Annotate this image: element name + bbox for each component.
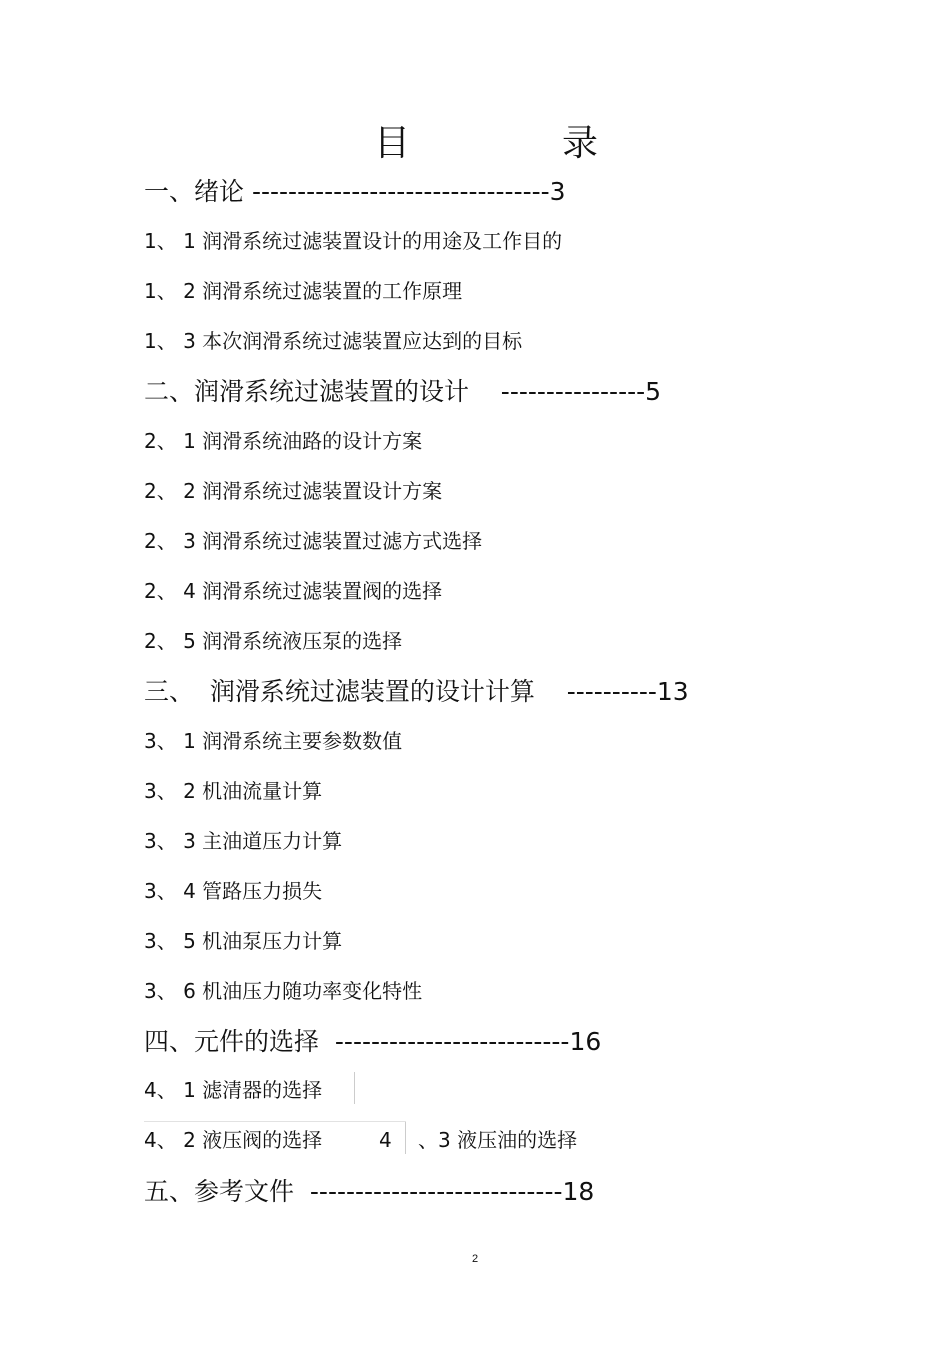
toc-section-1-2[interactable]: 1、 2 润滑系统过滤装置的工作原理	[144, 279, 463, 303]
toc-chapter-4[interactable]	[144, 1026, 601, 1058]
toc-chapter-1[interactable]	[144, 176, 566, 208]
toc-section-2-4[interactable]: 2、 4 润滑系统过滤装置阀的选择	[144, 579, 443, 603]
chapter-label: 五、参考文件	[144, 1177, 295, 1206]
chapter-label: 一、绪论	[144, 177, 245, 206]
leader-dashes: ----------------	[469, 377, 646, 406]
chapter-page-number: 5	[645, 377, 662, 406]
chapter-label: 三、 润滑系统过滤装置的设计计算	[144, 677, 535, 706]
chapter-page-number: 3	[549, 177, 566, 206]
toc-section-1-3[interactable]: 1、 3 本次润滑系统过滤装置应达到的目标	[144, 329, 523, 353]
toc-section-2-5[interactable]: 2、 5 润滑系统液压泵的选择	[144, 629, 403, 653]
table-cell-border	[354, 1072, 355, 1104]
page-number: 2	[471, 1253, 479, 1265]
toc-section-3-5[interactable]: 3、 5 机油泵压力计算	[144, 929, 343, 953]
toc-section-4-1[interactable]: 4、 1 滤清器的选择	[144, 1078, 323, 1102]
toc-section-2-2[interactable]: 2、 2 润滑系统过滤装置设计方案	[144, 479, 443, 503]
table-cell-border	[144, 1121, 406, 1122]
toc-section-3-3[interactable]: 3、 3 主油道压力计算	[144, 829, 343, 853]
chapter-label: 二、润滑系统过滤装置的设计	[144, 377, 470, 406]
toc-chapter-2[interactable]	[144, 376, 661, 408]
toc-section-4-2[interactable]: 4、 2 液压阀的选择	[144, 1128, 323, 1152]
toc-title-char-2: 录	[562, 123, 599, 164]
chapter-page-number: 13	[656, 677, 689, 706]
chapter-page-number: 16	[569, 1027, 602, 1056]
toc-section-3-6[interactable]: 3、 6 机油压力随功率变化特性	[144, 979, 423, 1003]
toc-title-char-1: 目	[374, 123, 411, 164]
leader-dashes: ---------------------------------	[244, 177, 550, 206]
leader-dashes: ----------	[534, 677, 657, 706]
leader-dashes: --------------------------	[319, 1027, 570, 1056]
leader-dashes: ----------------------------	[294, 1177, 563, 1206]
table-cell-border	[405, 1122, 406, 1154]
toc-title	[0, 122, 950, 172]
toc-section-2-1[interactable]: 2、 1 润滑系统油路的设计方案	[144, 429, 423, 453]
toc-chapter-3[interactable]	[144, 676, 689, 708]
toc-chapter-5[interactable]	[144, 1176, 594, 1208]
chapter-page-number: 18	[562, 1177, 595, 1206]
toc-section-4-3[interactable]: 、3 液压油的选择	[418, 1128, 578, 1152]
toc-section-1-1[interactable]: 1、 1 润滑系统过滤装置设计的用途及工作目的	[144, 229, 563, 253]
chapter-label: 四、元件的选择	[144, 1027, 320, 1056]
toc-section-3-1[interactable]: 3、 1 润滑系统主要参数数值	[144, 729, 403, 753]
toc-section-3-4[interactable]: 3、 4 管路压力损失	[144, 879, 323, 903]
toc-section-2-3[interactable]: 2、 3 润滑系统过滤装置过滤方式选择	[144, 529, 483, 553]
toc-section-3-2[interactable]: 3、 2 机油流量计算	[144, 779, 323, 803]
toc-section-4-3-number: 4	[379, 1128, 392, 1152]
